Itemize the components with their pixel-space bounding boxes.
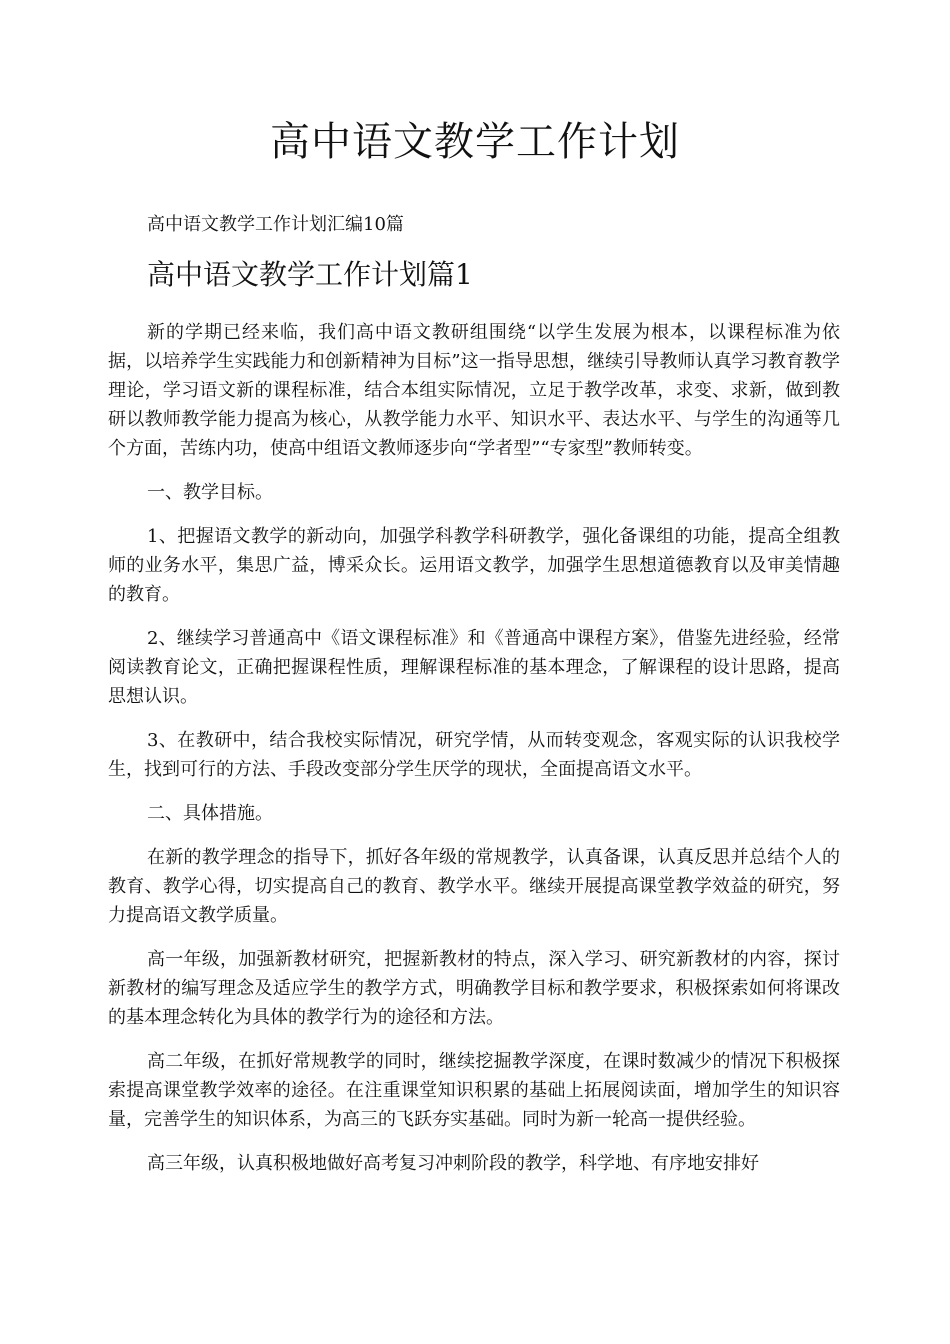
document-title: 高中语文教学工作计划 (270, 119, 680, 165)
paragraph-measures-heading: 二、具体措施。 (147, 803, 273, 824)
paragraph-measures-general: 在新的教学理念的指导下，抓好各年级的常规教学，认真备课，认真反思并总结个人的教育、教学心得，切实提高自己的教育、教学水平。继续开展提高课堂教学效益的研究，努力提高语文教学质量。 (108, 847, 840, 926)
paragraph-grade-11: 高二年级，在抓好常规教学的同时，继续挖掘教学深度，在课时数减少的情况下积极探索提高课堂教学效率的途径。在注重课堂知识积累的基础上拓展阅读面，增加学生的知识容量，完善学生的知识体系，为高三的飞跃夯实基础。同时为新一轮高一提供经验。 (108, 1051, 840, 1130)
section-heading: 高中语文教学工作计划篇1 (147, 258, 473, 291)
paragraph-grade-12: 高三年级，认真积极地做好高考复习冲刺阶段的教学，科学地、有序地安排好 (147, 1153, 759, 1174)
document-body (108, 318, 840, 1193)
paragraph-grade-10: 高一年级，加强新教材研究，把握新教材的特点，深入学习、研究新教材的内容，探讨新教材的编写理念及适应学生的教学方式，明确教学目标和教学要求，积极探索如何将课改的基本理念转化为具体的教学行为的途径和方法。 (108, 949, 840, 1028)
paragraph-goals-heading: 一、教学目标。 (147, 482, 273, 503)
paragraph-goal-3: 3、在教研中，结合我校实际情况，研究学情，从而转变观念，客观实际的认识我校学生，找到可行的方法、手段改变部分学生厌学的现状，全面提高语文水平。 (108, 730, 840, 780)
document-subtitle: 高中语文教学工作计划汇编10篇 (147, 214, 404, 235)
paragraph-goal-1: 1、把握语文教学的新动向，加强学科教学科研教学，强化备课组的功能，提高全组教师的业务水平，集思广益，博采众长。运用语文教学，加强学生思想道德教育以及审美情趣的教育。 (108, 526, 840, 605)
paragraph-intro: 新的学期已经来临，我们高中语文教研组围绕“以学生发展为根本，以课程标准为依据，以培养学生实践能力和创新精神为目标”这一指导思想，继续引导教师认真学习教育教学理论，学习语文新的课程标准，结合本组实际情况，立足于教学改革，求变、求新，做到教研以教师教学能力提高为核心，从教学能力水平、知识水平、表达水平、与学生的沟通等几个方面，苦练内功，使高中组语文教师逐步向“学者型”“专家型”教师转变。 (108, 322, 840, 459)
paragraph-goal-2: 2、继续学习普通高中《语文课程标准》和《普通高中课程方案》，借鉴先进经验，经常阅读教育论文，正确把握课程性质，理解课程标准的基本理念，了解课程的设计思路，提高思想认识。 (108, 628, 840, 707)
